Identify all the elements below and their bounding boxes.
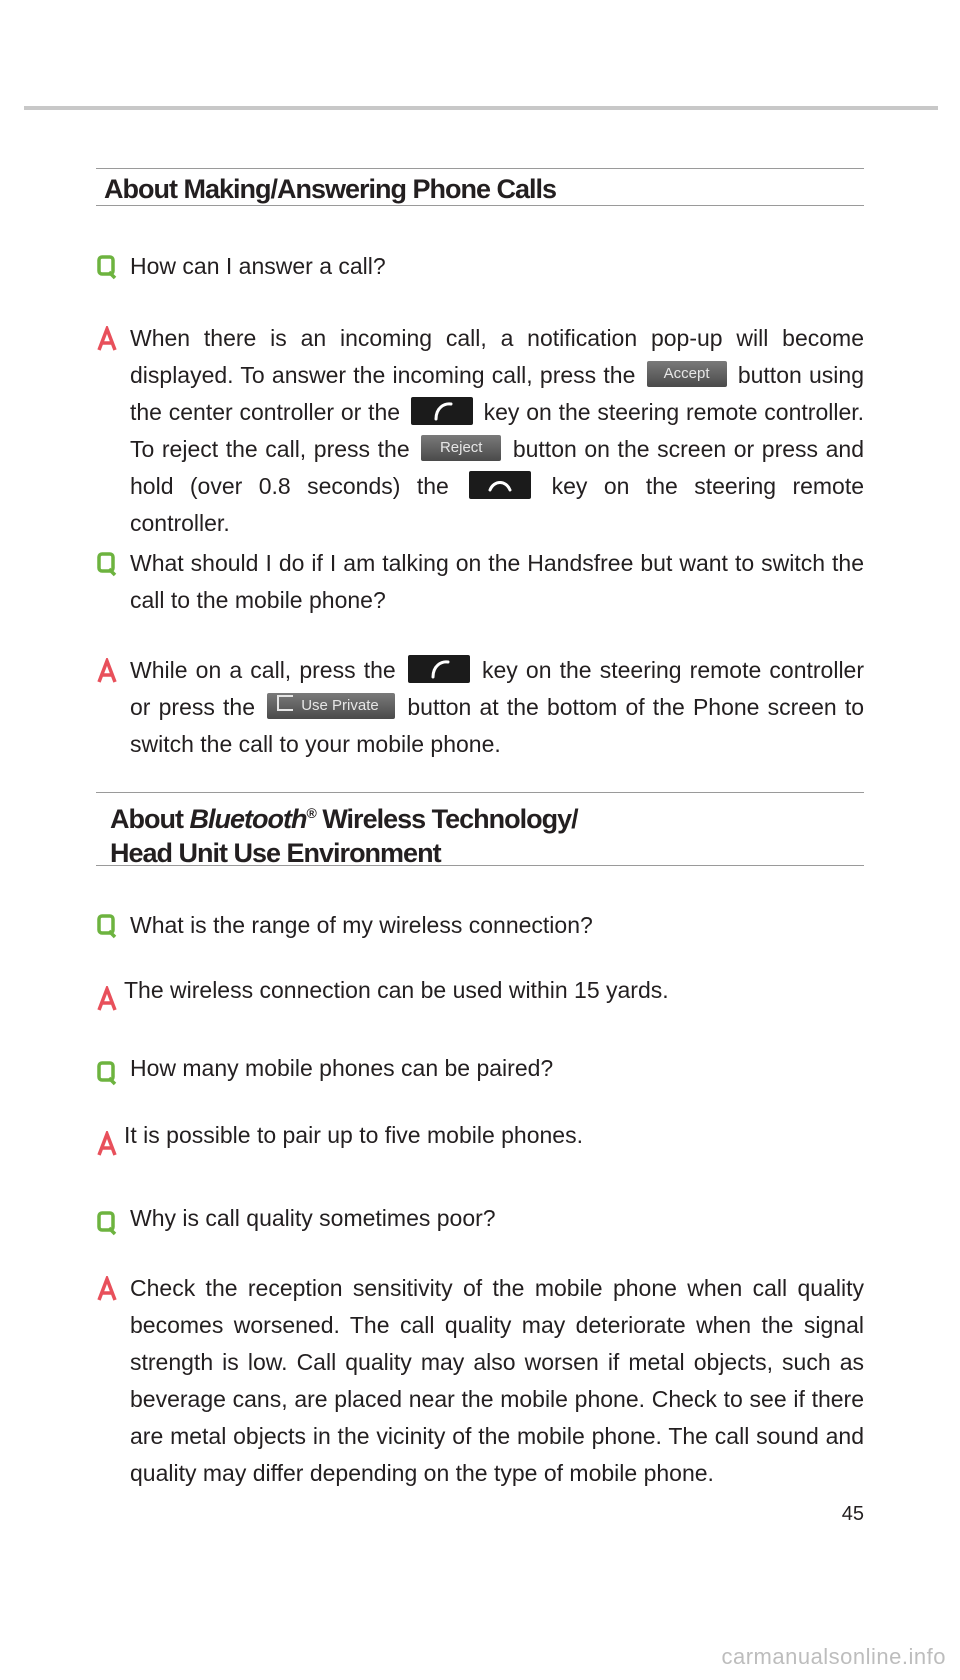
a-letter-icon (96, 1131, 118, 1157)
answer-part: button using the center controller or the (130, 362, 864, 425)
use-private-button-image (267, 693, 395, 719)
answer-text (130, 652, 864, 763)
question-text: Why is call quality sometimes poor? (130, 1205, 496, 1231)
phone-transfer-icon (277, 695, 293, 711)
answer-part: key on the steering remote controller or press the (130, 657, 864, 720)
phone-call-icon (408, 655, 470, 683)
answer-part: While on a call, press the (130, 657, 396, 683)
question-item (96, 1200, 864, 1237)
answer-item (96, 652, 864, 763)
use-private-label: Use Private (301, 696, 379, 714)
question-text: What is the range of my wireless connection? (130, 912, 593, 938)
section-title (96, 793, 864, 870)
a-letter-icon (96, 986, 118, 1012)
answer-part: When there is an incoming call, a notification pop-up will become displayed. To answer the incoming call, press the (130, 325, 864, 388)
title-prefix: About (110, 804, 183, 834)
page-number: 45 (841, 1503, 864, 1525)
accept-button-image: Accept (647, 361, 727, 387)
reject-button-image: Reject (421, 435, 501, 461)
section-header-calls (96, 168, 864, 206)
answer-part: button at the bottom of the Phone screen to switch the call to your mobile phone. (130, 694, 865, 757)
question-item (96, 248, 864, 285)
answer-part: key on the steering remote controller. (130, 473, 865, 536)
answer-text: The wireless connection can be used within 15 yards. (124, 977, 669, 1003)
answer-item (96, 1117, 864, 1154)
answer-item (96, 320, 864, 542)
q-letter-icon (96, 254, 118, 280)
answer-part: button on the screen or press and hold (over 0.8 seconds) the (130, 436, 865, 499)
answer-item (96, 1270, 864, 1492)
q-letter-icon (96, 1060, 118, 1086)
watermark: carmanualsonline.info (721, 1644, 946, 1669)
section-header-bluetooth (96, 792, 864, 866)
question-item (96, 545, 864, 619)
a-letter-icon (96, 326, 118, 352)
answer-part: key on the steering remote controller. To reject the call, press the (130, 399, 865, 462)
question-text: What should I do if I am talking on the Handsfree but want to switch the call to the mobile phone? (130, 550, 864, 613)
answer-item (96, 972, 864, 1009)
a-letter-icon (96, 1276, 118, 1302)
a-letter-icon (96, 658, 118, 684)
answer-text: It is possible to pair up to five mobile phones. (124, 1122, 583, 1148)
q-letter-icon (96, 551, 118, 577)
answer-text: Check the reception sensitivity of the mobile phone when call quality becomes worsened. The call quality may deteriorate when the signal strength is low. Call quality may also worsen if metal objects, such as beverage cans, are placed near the mobile phone. Check to see if there are metal objects in the vicinity of the mobile phone. The call sound and quality may differ depending on the type of mobile phone. (130, 1275, 864, 1486)
title-brand: Bluetooth (189, 804, 307, 834)
section-title: About Making/Answering Phone Calls (104, 174, 557, 204)
page-top-rule (24, 106, 938, 110)
question-item (96, 1050, 864, 1087)
title-registered-mark: ® (306, 805, 316, 821)
q-letter-icon (96, 1210, 118, 1236)
phone-call-icon (411, 397, 473, 425)
question-item (96, 907, 864, 944)
question-text: How many mobile phones can be paired? (130, 1055, 554, 1081)
q-letter-icon (96, 913, 118, 939)
title-line2: Head Unit Use Environment (110, 838, 441, 868)
phone-end-icon (469, 471, 531, 499)
title-rest: Wireless Technology/ (322, 804, 578, 834)
question-text: How can I answer a call? (130, 253, 386, 279)
answer-text (130, 320, 864, 542)
